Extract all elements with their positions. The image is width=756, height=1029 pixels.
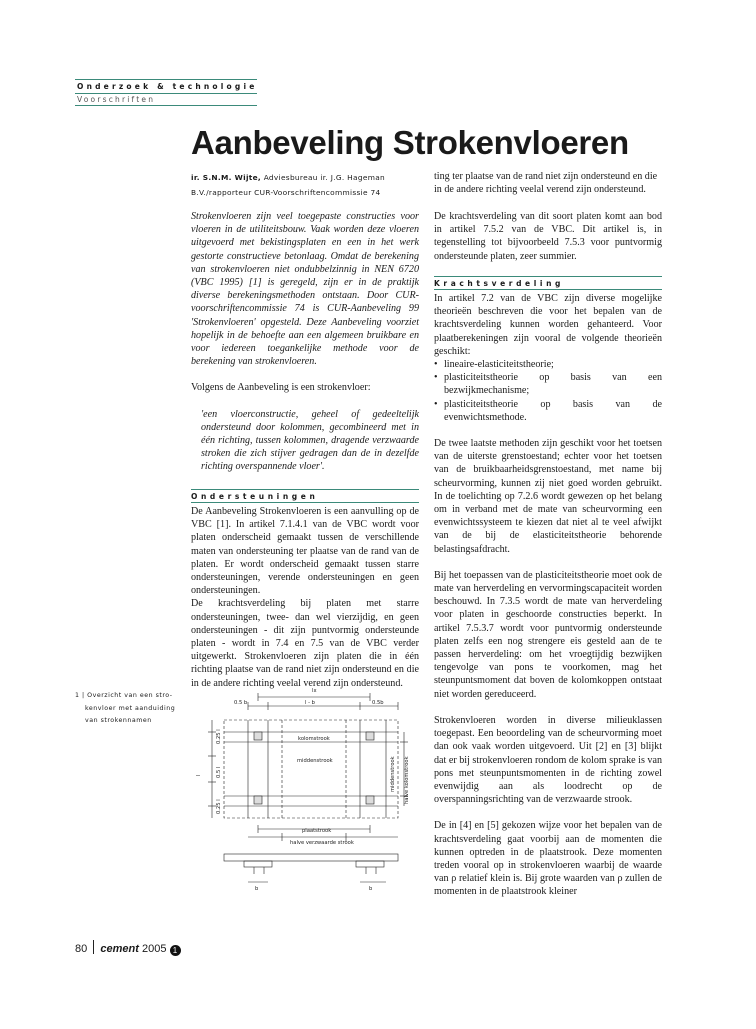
author-line [191, 170, 419, 200]
label-halve-verzwaarde-strook: halve verzwaarde strook [290, 840, 354, 846]
left-column [191, 170, 419, 474]
subsection-label: Voorschriften [77, 95, 156, 104]
ondersteuningen-rule [191, 489, 419, 490]
ondersteuningen-text [191, 505, 419, 689]
label-middenstrook: middenstrook [297, 758, 333, 764]
label-b0-right: b [369, 886, 373, 892]
label-b0-left: b [255, 886, 259, 892]
section-label: Onderzoek & technologie [77, 82, 258, 91]
list-item: • plasticiteitstheorie op basis van de evenwichtsmethode. [434, 398, 662, 424]
column-icon [366, 732, 374, 740]
krachtsverdeling-p5: De in [4] en [5] gekozen wijze voor het bepalen van de krachtsverdeling gaat voorbij aan de momenten die kunnen optreden in de plaatstrook. Deze momenten treden vooral op in strokenvloeren waarbij de waarde van ρ relatief klein is. Bij grote waarden van ρ zullen de momenten in de plaatstrook kleiner [434, 820, 662, 898]
label-kolomstrook: kolomstrook [298, 736, 330, 742]
list-item: • plasticiteitstheorie op basis van een bezwijkmechanisme; [434, 371, 662, 397]
floor-section [224, 854, 398, 861]
label-plaatstrook: plaatstrook [302, 828, 332, 834]
author-affiliation: Adviesbureau ir. J.G. Hageman B.V./rapporteur CUR-Voorschriftencommissie 74 [191, 173, 386, 197]
ondersteuningen-p3: De krachtsverdeling van dit soort platen komt aan bod in artikel 7.5.2 van de VBC. Dit artikel is, in tegenstelling tot bijvoorbeeld 7.5.3 voor puntvormig ondersteunde platen, zeer summier. [434, 211, 662, 262]
label-quarter-ly-top: 0.25 l [216, 729, 222, 744]
label-half-b-right: 0.5b [372, 700, 384, 706]
column-icon [366, 796, 374, 804]
label-quarter-ly-bottom: 0.25 l [216, 799, 222, 814]
intro-paragraph: Strokenvloeren zijn veel toegepaste constructies voor vloeren in de utiliteitsbouw. Vaak worden deze vloeren uitgevoerd met bekistingsplaten en een in het werk gestorte constructieve betonlaag. Omdat de berekening van strokenvloeren niet ondubbelzinnig in NEN 6720 (VBC 1995) [1] is geregeld, zijn er in de praktijk diverse berekeningsmethoden ontstaan. Door CUR-voorschriftencommissie 74 is CUR-Aanbeveling 99 'Strokenvloeren' opgesteld. Deze Aanbeveling voorziet hopelijk in de behoefte aan een algemeen bruikbare en voor iedereen toegankelijke methode voor de berekening van strokenvloeren. [191, 211, 419, 368]
footer [75, 940, 181, 956]
krachtsverdeling-p4: Strokenvloeren worden in diverse milieuklassen toegepast. Een beoordeling van de scheurvorming moet dan ook vaak worden uitgevoerd. Uit [2] en [3] blijkt dat er bij strokenvloeren rondom de kolom sprake is van pons met steunpuntsmomenten in de richting zowel evenwijdig aan als loodrecht op de overspanningsrichting van de verzwaarde strook. [434, 714, 662, 806]
label-lx-minus-b: l - b [305, 700, 315, 706]
definition-lead: Volgens de Aanbeveling is een strokenvloer: [191, 382, 371, 394]
strokenvloer-diagram [190, 684, 418, 894]
label-half-ly: 0.5 l [216, 766, 222, 778]
caption-line: kenvloer met aanduiding [85, 704, 176, 712]
column-icon [254, 732, 262, 740]
magazine-name: cement [100, 943, 139, 955]
label-halve-kolomstrook: halve kolomstrook [404, 756, 410, 804]
caption-line: van strokennamen [85, 717, 152, 724]
krachtsverdeling-p3: Bij het toepassen van de plasticiteitstheorie moet ook de mate van herverdeling en vervormingscapaciteit worden beschouwd. In 7.3.5 wordt de mate van herverdeling voor platen in geschoorde constructies beperkt. In artikel 7.5.3.7 wordt voor puntvormig ondersteunde platen zelfs een nog strengere eis gesteld aan de te passen herverdeling: om het vroegtijdig bezwijken tengevolge van pons te voorkomen, mag het steunpuntsmoment dat boven de kolomkoppen ontstaat niet worden gereduceerd. [434, 569, 662, 700]
header-rule-bottom [75, 105, 257, 106]
footer-divider [93, 940, 94, 954]
list-item: • lineaire-elasticiteitstheorie; [434, 358, 662, 371]
figure-number: 1 [75, 692, 80, 699]
ondersteuningen-p2-continued: ting ter plaatse van de rand niet zijn ondersteund en die in de andere richting veelal verend zijn ondersteund. [434, 171, 658, 196]
strip-section-left [244, 861, 272, 867]
heading-ondersteuningen: Ondersteuningen [191, 492, 319, 501]
article-title: Aanbeveling Strokenvloeren [191, 124, 629, 161]
ondersteuningen-rule-2 [191, 502, 419, 503]
krachtsverdeling-text [434, 292, 662, 899]
krachtsverdeling-p2: De twee laatste methoden zijn geschikt voor het toetsen van de uiterste grenstoestand; echter voor het toetsen van de bruikbaarheidsgrenstoestand, met name bij scheurvorming, kunnen zij niet goed worden gebruikt. In de toelichting op 7.2.6 wordt gewezen op het belang om in verband met de mate van scheurvorming een evenwichtssysteem te kiezen dat niet al te veel afwijkt van de bij de elasticiteitstheorie behorende belastingsafdracht. [434, 438, 662, 555]
author-name: ir. S.N.M. Wijte, [191, 173, 262, 182]
krachtsverdeling-p1: In artikel 7.2 van de VBC zijn diverse mogelijke theorieën beschreven die voor het bepalen van de krachtsverdeling kunnen worden gehanteerd. Voor plaatberekeningen zijn vooral de volgende theorieën geschikt: [434, 293, 662, 357]
krachtsverdeling-rule [434, 276, 662, 277]
strip-section-right [356, 861, 384, 867]
ondersteuningen-p1: De Aanbeveling Strokenvloeren is een aanvulling op de VBC [1]. In artikel 7.1.4.1 van de VBC wordt voor platen onderscheid gemaakt tussen de verschillende maten van ondersteuning ter plaatse van de rand van de platen. Er wordt onderscheid gemaakt tussen starre ondersteuningen, verende ondersteuningen en geen ondersteuningen. [191, 506, 419, 597]
header-rule-top [75, 79, 257, 80]
header-rule-mid [75, 93, 257, 94]
krachtsverdeling-rule-2 [434, 289, 662, 290]
label-half-b: 0.5 b [234, 700, 248, 706]
figure-caption: 1 | Overzicht van een stro- kenvloer met aanduiding van strokennamen [75, 690, 185, 728]
label-lx: lx [312, 688, 317, 694]
definition-quote: 'een vloerconstructie, geheel of gedeeltelijk ondersteund door kolommen, gecombineerd met in één richting, tussen kolommen, dragende verzwaarde stroken die zich stijver gedragen dan de in dezelfde richting overspannende vloer'. [201, 408, 419, 473]
issue-badge: 1 [170, 945, 181, 956]
label-middenstrook-vertical: middenstrook [390, 756, 396, 792]
theory-list [434, 358, 662, 424]
heading-krachtsverdeling: Krachtsverdeling [434, 279, 564, 288]
column-icon [254, 796, 262, 804]
right-column-top [434, 170, 662, 263]
caption-line: Overzicht van een stro- [87, 692, 173, 699]
ondersteuningen-p2: De krachtsverdeling bij platen met starre ondersteuningen, twee- dan wel vierzijdig, en geen ondersteuningen - dit zijn puntvormig ondersteunde platen - wordt in 7.4 en 7.5 van de VBC verder uitgewerkt. Strokenvloeren zijn platen die in één richting plaatse van de rand niet zijn ondersteund en die in de andere richting veelal verend zijn ondersteund. [191, 598, 419, 689]
magazine-year: 2005 [141, 943, 167, 955]
label-ly: l [196, 774, 202, 776]
page-number: 80 [75, 943, 88, 955]
